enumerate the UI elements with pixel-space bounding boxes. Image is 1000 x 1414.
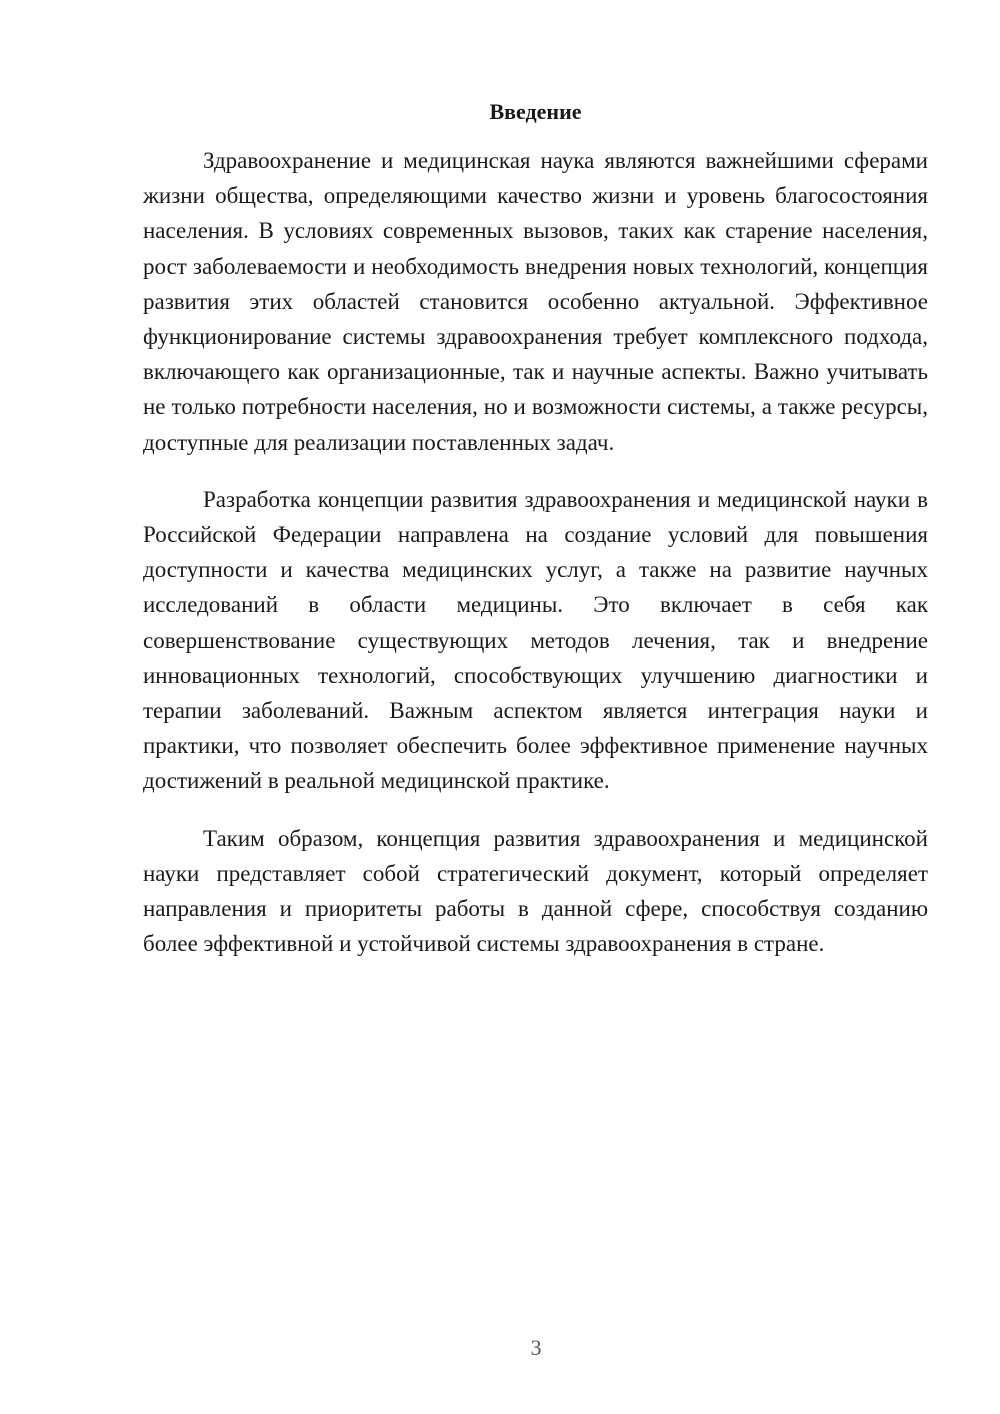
paragraph-1: Здравоохранение и медицинская наука являются важнейшими сферами жизни общества, определяющими качество жизни и уровень благосостояния населения. В условиях современных вызовов, таких как старение населения, рост заболеваемости и необходимость внедрения новых технологий, концепция развития этих областей становится особенно актуальной. Эффективное функционирование системы здравоохранения требует комплексного подхода, включающего как организационные, так и научные аспекты. Важно учитывать не только потребности населения, но и возможности системы, а также ресурсы, доступные для реализации поставленных задач. [143, 148, 928, 455]
paragraph-2: Разработка концепции развития здравоохранения и медицинской науки в Российской Федерации направлена на создание условий для повышения доступности и качества медицинских услуг, а также на развитие научных исследований в области медицины. Это включает в себя как совершенствование существующих методов лечения, так и внедрение инновационных технологий, способствующих улучшению диагностики и терапии заболеваний. Важным аспектом является интеграция науки и практики, что позволяет обеспечить более эффективное применение научных достижений в реальной медицинской практике. [143, 486, 928, 794]
paragraph-3: Таким образом, концепция развития здравоохранения и медицинской науки представляет собой стратегический документ, который определяет направления и приоритеты работы в данной сфере, способствуя созданию более эффективной и устойчивой системы здравоохранения в стране. [143, 825, 928, 957]
page-number: 3 [530, 1335, 542, 1360]
body-text [143, 143, 928, 983]
section-heading: Введение [489, 99, 582, 124]
